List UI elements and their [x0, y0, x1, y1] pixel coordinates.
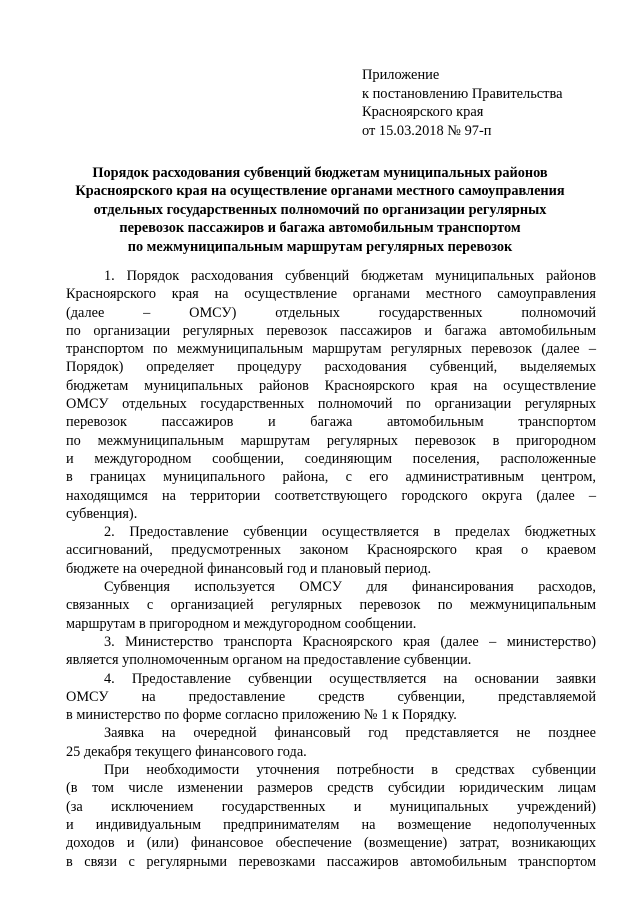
paragraph-line: (далее – ОМСУ) отдельных государственных полномочий	[66, 304, 596, 321]
paragraph-line: При необходимости уточнения потребности в средствах субвенции	[104, 762, 596, 779]
paragraph-line: 25 декабря текущего финансового года.	[66, 743, 307, 760]
paragraph-line: и индивидуальным предпринимателям на возмещение недополученных	[66, 816, 596, 833]
paragraph-line: Порядок) определяет процедуру расходования субвенций, выделяемых	[66, 359, 596, 376]
annex-line: Красноярского края	[362, 104, 484, 120]
paragraph-line: маршрутам в пригородном и междугородном сообщении.	[66, 615, 417, 632]
paragraph-line: в границах муниципального района, с его административным центром,	[66, 469, 596, 486]
annex-header	[362, 66, 622, 140]
paragraph-line: является уполномоченным органом на предоставление субвенции.	[66, 652, 472, 669]
paragraph-line: 2. Предоставление субвенции осуществляется в пределах бюджетных	[104, 524, 596, 541]
annex-line: от 15.03.2018 № 97-п	[362, 122, 492, 139]
document-title	[62, 164, 578, 256]
paragraph-line: бюджетам муниципальных районов Красноярского края на осуществление	[66, 377, 596, 394]
paragraph-line: 3. Министерство транспорта Красноярского края (далее – министерство)	[104, 633, 596, 650]
paragraph-line: (в том числе изменении размеров средств субсидии юридическим лицам	[66, 780, 596, 797]
paragraph	[66, 523, 596, 578]
paragraph-line: 1. Порядок расходования субвенций бюджетам муниципальных районов	[104, 268, 596, 284]
title-line: Порядок расходования субвенций бюджетам муниципальных районов	[92, 165, 548, 181]
annex-line: Приложение	[362, 67, 440, 83]
paragraph	[66, 670, 596, 725]
paragraph	[66, 724, 596, 761]
paragraph-line: находящимся на территории соответствующего городского округа (далее –	[66, 487, 596, 504]
paragraph-line: доходов и (или) финансовое обеспечение (возмещение) затрат, возникающих	[66, 835, 596, 852]
paragraph-line: перевозок пассажиров и багажа автомобильным транспортом	[66, 414, 596, 431]
paragraph	[66, 633, 596, 670]
paragraph-line: ассигнований, предусмотренных законом Красноярского края о краевом	[66, 542, 596, 559]
paragraph-line: субвенция).	[66, 505, 138, 522]
document-body	[66, 267, 596, 871]
title-line: Красноярского края на осуществление органами местного самоуправления	[75, 183, 565, 200]
title-line: по межмуниципальным маршрутам регулярных перевозок	[127, 238, 513, 255]
paragraph	[66, 267, 596, 523]
title-line: перевозок пассажиров и багажа автомобильным транспортом	[119, 220, 521, 237]
paragraph-line: ОМСУ отдельных государственных полномочий по организации регулярных	[66, 396, 596, 413]
paragraph	[66, 578, 596, 633]
paragraph-line: ОМСУ на предоставление средств субвенции, представляемой	[66, 688, 596, 705]
paragraph-line: по межмуниципальным маршрутам регулярных перевозок в пригородном	[66, 432, 596, 449]
paragraph-line: в министерство по форме согласно приложению № 1 к Порядку.	[66, 707, 457, 724]
paragraph-line: Субвенция используется ОМСУ для финансирования расходов,	[104, 579, 596, 596]
paragraph-line: (за исключением государственных и муниципальных учреждений)	[66, 798, 596, 815]
paragraph-line: Красноярского края на осуществление органами местного самоуправления	[66, 286, 596, 303]
title-line: отдельных государственных полномочий по организации регулярных	[93, 201, 547, 218]
paragraph-line: по организации регулярных перевозок пассажиров и багажа автомобильным	[66, 322, 596, 339]
paragraph-line: в связи с регулярными перевозками пассажиров автомобильным транспортом	[66, 853, 596, 870]
paragraph-line: и междугородном сообщении, соединяющим поселения, расположенные	[66, 450, 596, 467]
annex-line: к постановлению Правительства	[362, 85, 563, 102]
paragraph-line: Заявка на очередной финансовый год представляется не позднее	[104, 725, 596, 742]
paragraph	[66, 761, 596, 871]
paragraph-line: связанных с организацией регулярных перевозок по межмуниципальным	[66, 597, 596, 614]
paragraph-line: 4. Предоставление субвенции осуществляется на основании заявки	[104, 670, 596, 687]
paragraph-line: бюджете на очередной финансовый год и плановый период.	[66, 560, 432, 577]
paragraph-line: транспортом по межмуниципальным маршрутам регулярных перевозок (далее –	[66, 341, 596, 358]
